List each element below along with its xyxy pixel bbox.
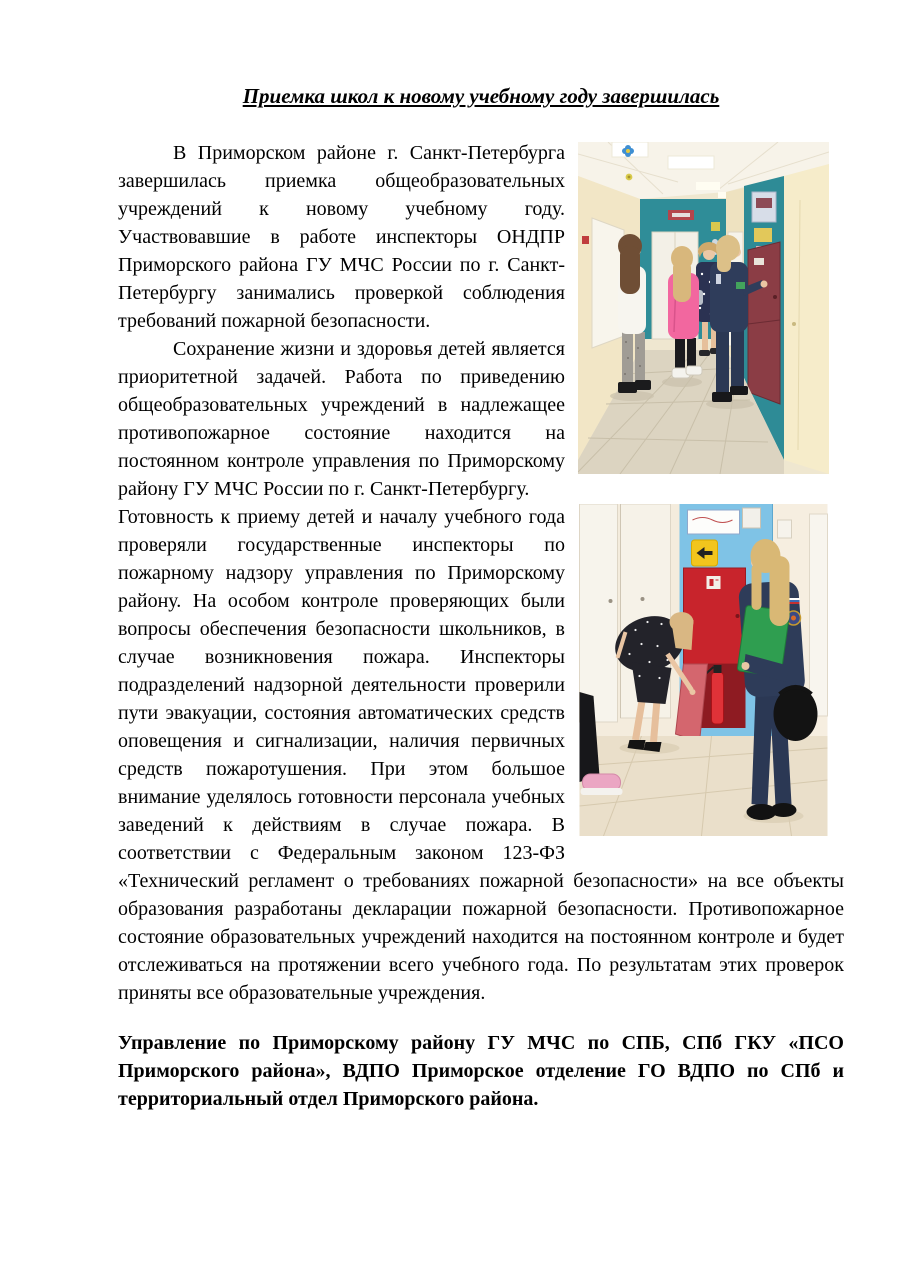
paragraph-2: Сохранение жизни и здоровья детей является приоритетной задачей. Работа по приведению общеобразовательных учреждений в надлежащее противопожарное состояние находится на постоянном контроле управления по Приморскому району ГУ МЧС России по г. Санкт-Петербургу. xyxy=(118,338,565,500)
fire-cabinet-red xyxy=(676,568,746,742)
photo-column xyxy=(565,142,844,866)
paragraph-3: Готовность к приему детей и началу учебного года проверяли государственные инспекторы по пожарному надзору управления по Приморскому району. На особом контроле проверяющих были вопросы обеспечения безопасности школьников, в случае возникновения пожара. Инспекторы подразделений надзорной деятельности проверили пути эвакуации, состояния автоматических средств оповещения и сигнализации, наличия первичных средств пожаротушения. При этом большое внимание уделялось готовности персонала учебных заведений к действиям в случае пожара. В соответствии с Федеральным законом 123-ФЗ «Технический регламент о требованиях пожарной безопасности» на все объекты образования разработаны декларации пожарной безопасности. Противопожарное состояние образовательных учреждений находится на постоянном контроле и будет отслеживаться на протяжении всего учебного года. По результатам этих проверок приняты все образовательные учреждения. xyxy=(118,506,844,1004)
handbag xyxy=(774,687,818,741)
fire-cabinet-dark-red xyxy=(748,242,780,404)
paragraph-1: В Приморском районе г. Санкт-Петербурга завершилась приемка общеобразовательных учреждений к новому учебному году. Участвовавшие в работе инспекторы ОНДПР Приморского района ГУ МЧС России по г. Санкт-Петербургу занимались проверкой соблюдения требований пожарной безопасности. xyxy=(118,142,565,332)
photo-fire-cabinet-inspection xyxy=(578,504,829,836)
footer-organizations: Управление по Приморскому району ГУ МЧС по СПБ, СПб ГКУ «ПСО Приморского района», ВДПО Приморское отделение ГО ВДПО по СПб и территориальный отдел Приморского района. xyxy=(118,1032,844,1110)
article-body xyxy=(118,139,844,1113)
exit-arrow-sign-icon xyxy=(692,540,718,566)
page-title: Приемка школ к новому учебному году завершилась xyxy=(242,84,720,108)
photo-hallway-inspection xyxy=(578,142,829,474)
